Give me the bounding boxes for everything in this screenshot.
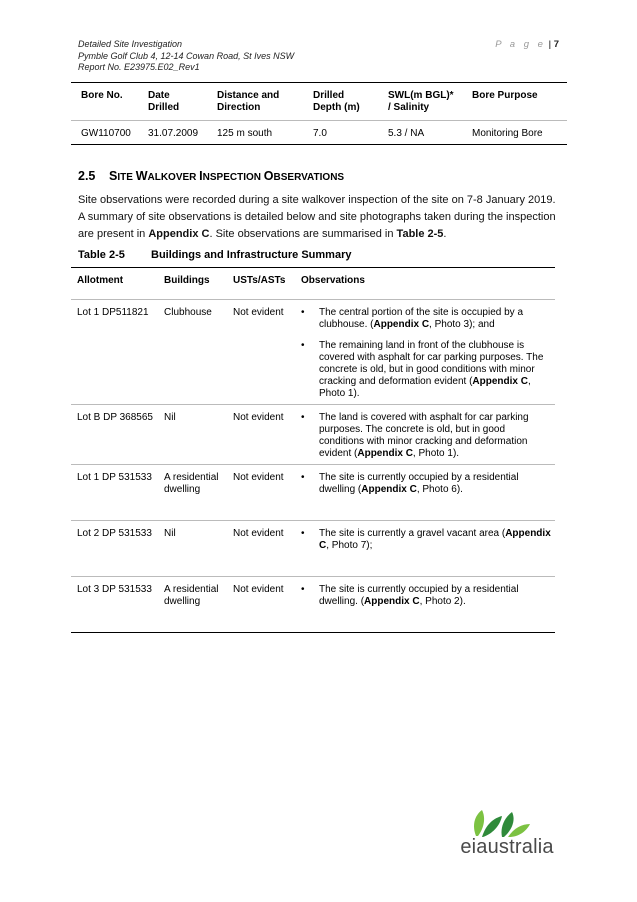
usts-cell: Not evident	[227, 521, 295, 577]
bore-col-header: Bore No.	[81, 90, 123, 101]
list-item: • The site is currently occupied by a residential dwelling. (Appendix C, Photo 2).	[301, 584, 551, 608]
list-item: • The remaining land in front of the clubhouse is covered with asphalt for car parking purposes. The concrete is old, but in good conditions with minor cracking and deformation evident (Appendix C, Photo 1).	[301, 340, 551, 400]
section-title: SITE WALKOVER INSPECTION OBSERVATIONS	[109, 169, 345, 183]
usts-cell: Not evident	[227, 300, 295, 405]
table-reference: Table 2-5	[396, 228, 444, 240]
table-row	[71, 521, 555, 577]
buildings-table-header-row	[71, 268, 555, 300]
table-row	[71, 465, 555, 521]
buildings-col-header: USTs/ASTs	[233, 275, 286, 286]
buildings-col-header: Allotment	[77, 275, 124, 286]
table-cell: 31.07.2009	[138, 121, 207, 145]
bore-table-header-row	[71, 83, 567, 121]
buildings-cell: A residential dwelling	[158, 465, 227, 521]
table-row	[71, 121, 567, 145]
buildings-col-header: Buildings	[164, 275, 210, 286]
list-item: • The central portion of the site is occupied by a clubhouse. (Appendix C, Photo 3); and	[301, 307, 551, 331]
observations-cell	[295, 577, 555, 633]
company-logo	[452, 806, 562, 858]
bore-col-header: Bore Purpose	[472, 90, 538, 101]
usts-cell: Not evident	[227, 577, 295, 633]
header-line: Pymble Golf Club 4, 12-14 Cowan Road, St Ives NSW	[78, 50, 295, 61]
header-line: Report No. E23975.E02_Rev1	[78, 62, 200, 72]
section-heading	[78, 169, 344, 183]
logo-wordmark: eiaustralia	[460, 836, 554, 858]
page-separator: |	[548, 39, 552, 50]
buildings-cell: Nil	[158, 521, 227, 577]
observations-list	[301, 528, 551, 552]
running-header	[78, 39, 294, 74]
observations-list	[301, 472, 551, 496]
list-item: • The site is currently a gravel vacant area (Appendix C, Photo 7);	[301, 528, 551, 552]
table-cell: 5.3 / NA	[378, 121, 462, 145]
list-item: • The site is currently occupied by a residential dwelling (Appendix C, Photo 6).	[301, 472, 551, 496]
page-number	[495, 39, 559, 50]
table-cell: 7.0	[303, 121, 378, 145]
allotment-cell: Lot 1 DP 531533	[71, 465, 158, 521]
table-row	[71, 577, 555, 633]
observations-list	[301, 584, 551, 608]
list-item: • The land is covered with asphalt for car parking purposes. The concrete is old, but in good conditions with minor cracking and deformation evident (Appendix C, Photo 1).	[301, 412, 551, 460]
bore-col-header: Date Drilled	[148, 90, 180, 113]
usts-cell: Not evident	[227, 405, 295, 465]
allotment-cell: Lot 3 DP 531533	[71, 577, 158, 633]
allotment-cell: Lot B DP 368565	[71, 405, 158, 465]
table-cell: GW110700	[71, 121, 138, 145]
table-cell: 125 m south	[207, 121, 303, 145]
bore-col-header: Distance and Direction	[217, 90, 280, 113]
table-cell: Monitoring Bore	[462, 121, 567, 145]
allotment-cell: Lot 1 DP511821	[71, 300, 158, 405]
observations-cell	[295, 300, 555, 405]
buildings-cell: Clubhouse	[158, 300, 227, 405]
table-caption-title: Buildings and Infrastructure Summary	[151, 249, 352, 261]
buildings-cell: Nil	[158, 405, 227, 465]
table-caption-number: Table 2-5	[78, 249, 125, 261]
header-line: Detailed Site Investigation	[78, 39, 183, 49]
page-word: P a g e	[495, 39, 546, 50]
table-row	[71, 300, 555, 405]
allotment-cell: Lot 2 DP 531533	[71, 521, 158, 577]
buildings-cell: A residential dwelling	[158, 577, 227, 633]
observations-list	[301, 307, 551, 400]
bore-col-header: SWL(m BGL)* / Salinity	[388, 90, 454, 113]
section-number: 2.5	[78, 169, 96, 183]
table-caption	[78, 249, 351, 261]
usts-cell: Not evident	[227, 465, 295, 521]
body-paragraph: Site observations were recorded during a site walkover inspection of the site on 7-8 January 2019. A summary of site observations is detailed below and site photographs taken during the inspection are present in Appendix C. Site observations are summarised in Table 2-5.	[78, 194, 556, 240]
observations-cell	[295, 405, 555, 465]
observations-cell	[295, 521, 555, 577]
observations-cell	[295, 465, 555, 521]
appendix-reference: Appendix C	[148, 228, 210, 240]
observations-list	[301, 412, 551, 460]
table-row	[71, 405, 555, 465]
leaf-icon	[452, 806, 562, 838]
bore-col-header: Drilled Depth (m)	[313, 90, 360, 113]
bore-table	[71, 82, 567, 145]
page-number-value: 7	[553, 39, 559, 50]
buildings-table	[71, 267, 555, 633]
buildings-col-header: Observations	[301, 275, 365, 286]
